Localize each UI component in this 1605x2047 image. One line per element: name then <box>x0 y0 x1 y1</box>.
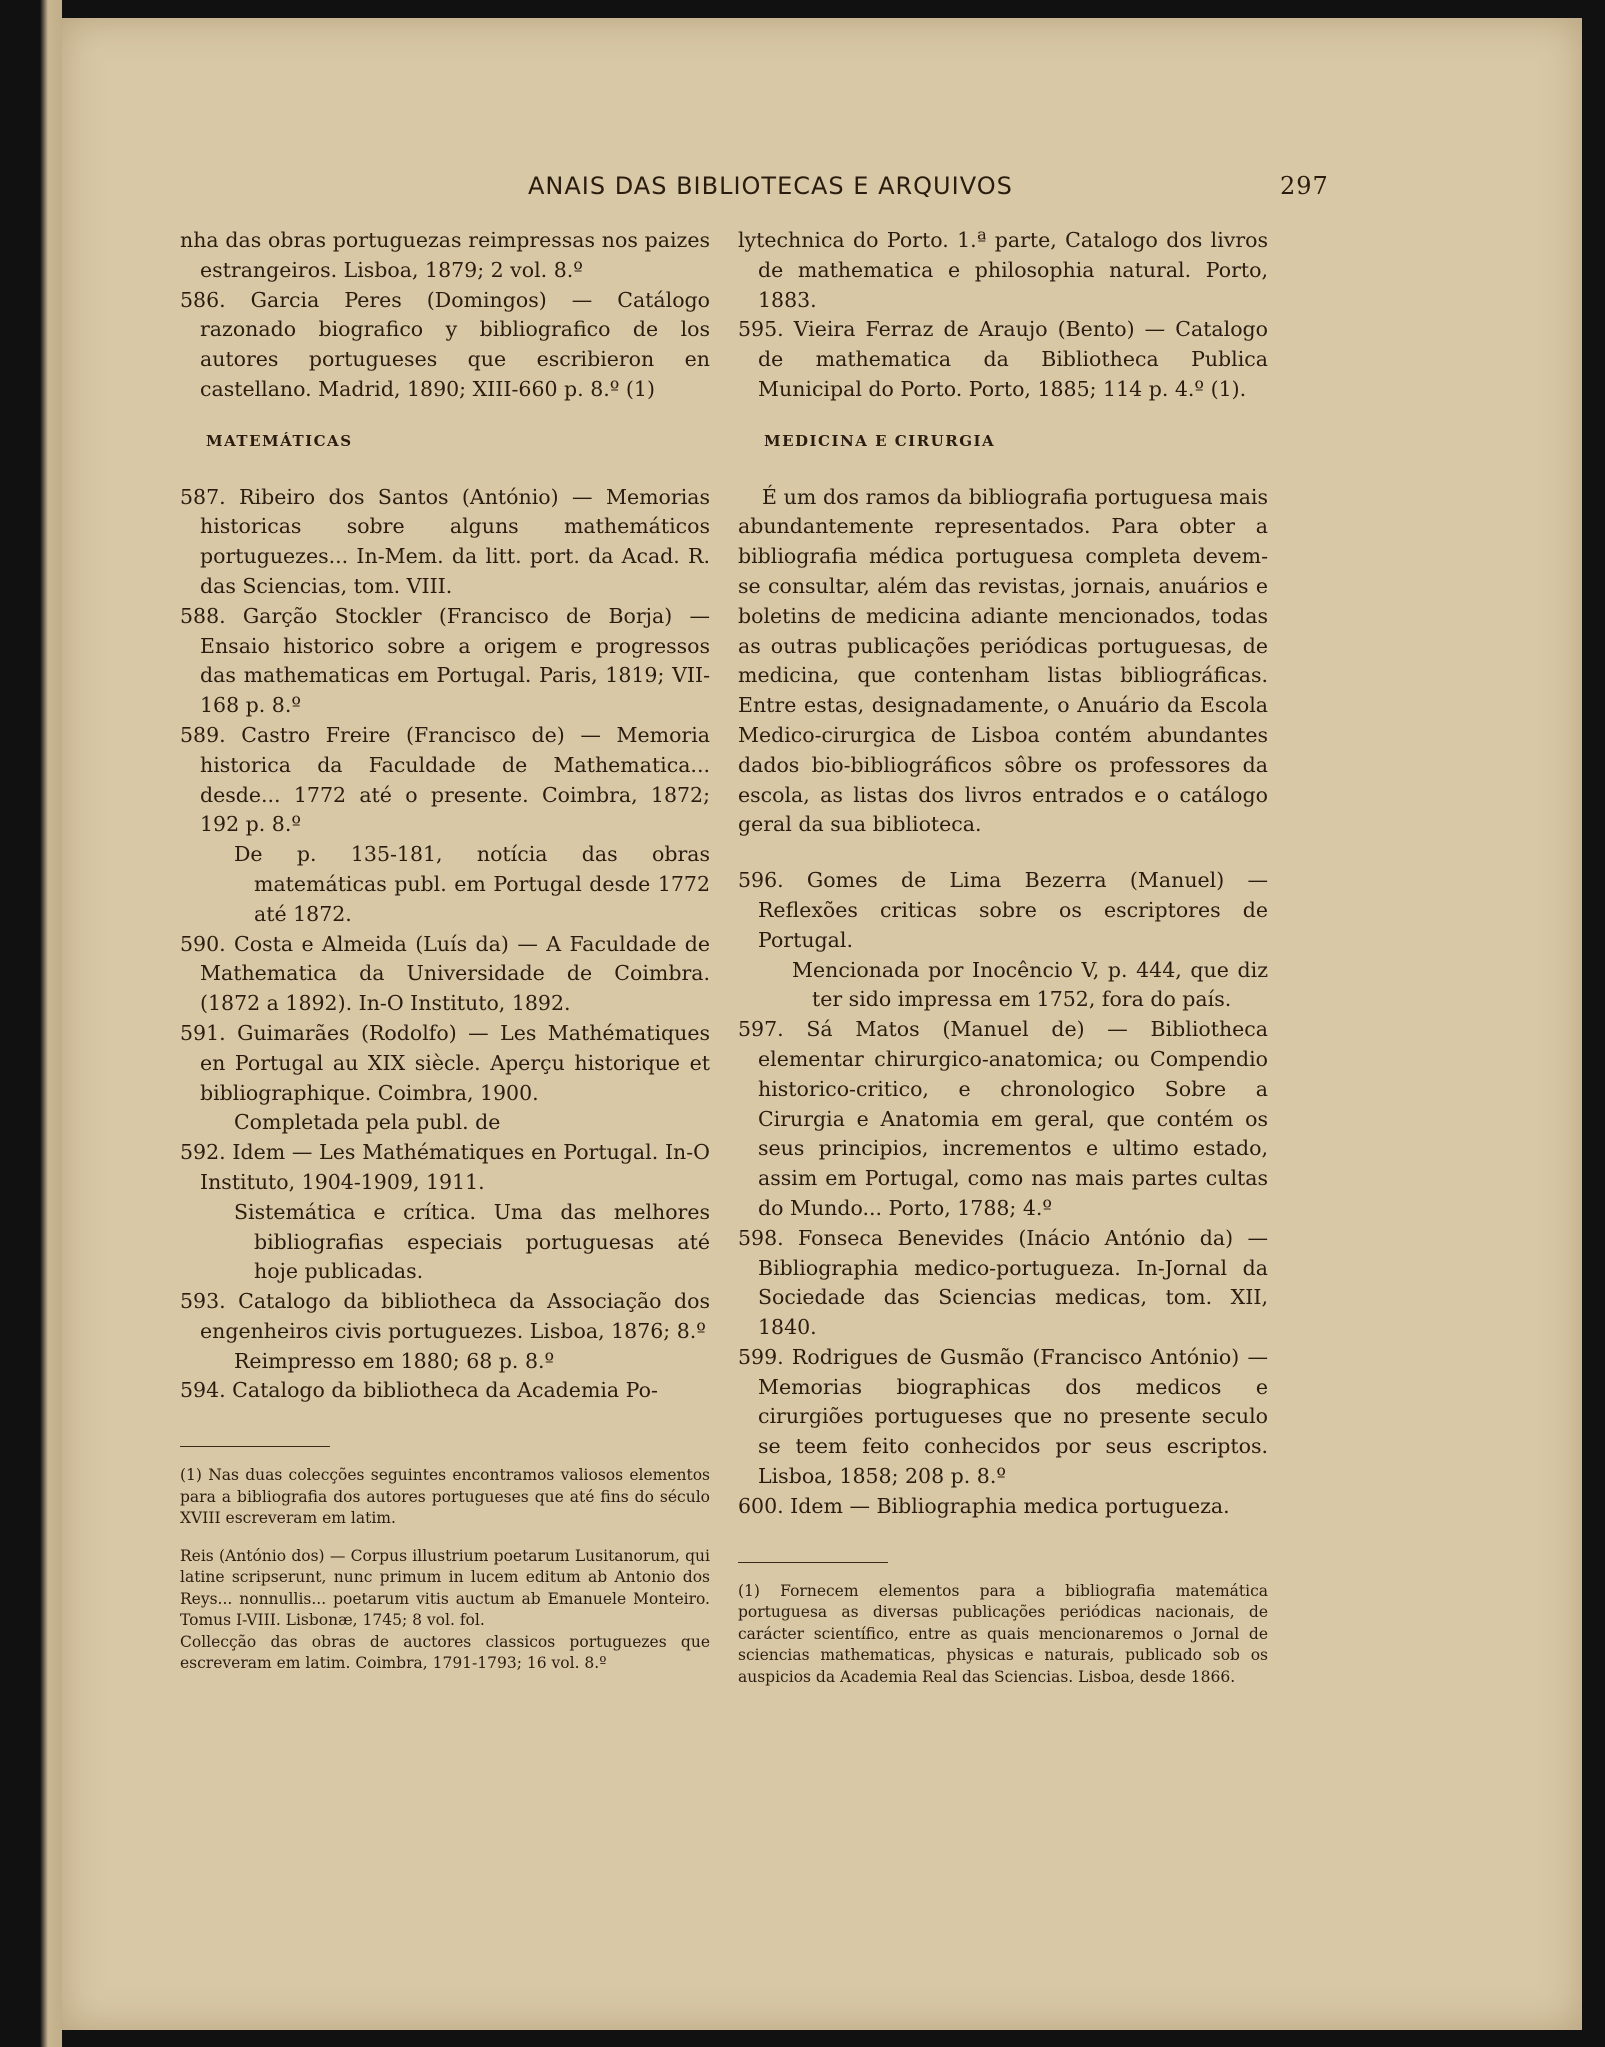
footnote-1: (1) Fornecem elementos para a bibliografia matemática portuguesa as diversas publicações periódicas nacionais, de carácter scientífico, entre as quais mencionaremos o Jornal de sciencias mathematicas, physicas e naturais, publicado sob os auspicios da Academia Real das Sciencias. Lisboa, desde 1866. <box>738 1581 1268 1686</box>
entry-588: 588. Garção Stockler (Francisco de Borja) — Ensaio historico sobre a origem e progressos das mathematicas em Portugal. Paris, 1819; VII-168 p. 8.º <box>180 603 710 718</box>
section-heading-medicina: MEDICINA E CIRURGIA <box>764 431 996 450</box>
entry-594: 594. Catalogo da bibliotheca da Academia Po- <box>180 1378 658 1403</box>
left-column <box>180 226 710 1675</box>
entry-589: 589. Castro Freire (Francisco de) — Memoria historica da Faculdade de Mathematica... desde... 1772 até o presente. Coimbra, 1872; 192 p. 8.º <box>180 722 710 837</box>
entry-595: 595. Vieira Ferraz de Araujo (Bento) — Catalogo de mathematica da Bibliotheca Publica Municipal do Porto. Porto, 1885; 114 p. 4.º (1). <box>738 317 1268 401</box>
entry-592-note: Sistemática e crítica. Uma das melhores bibliografias especiais portuguesas até hoje publicadas. <box>234 1199 710 1284</box>
journal-title: ANAIS DAS BIBLIOTECAS E ARQUIVOS <box>528 172 1013 200</box>
entry-591-note: Completada pela publ. de <box>234 1110 501 1135</box>
entry-598: 598. Fonseca Benevides (Inácio António da) — Bibliographia medico-portugueza. In-Jornal da Sociedade das Sciencias medicas, tom. XII, 1840. <box>738 1225 1268 1340</box>
entry-597: 597. Sá Matos (Manuel de) — Bibliotheca elementar chirurgico-anatomica; ou Compendio historico-critico, e chronologico Sobre a Cirurgia e Anatomia em geral, que contém os seus principios, incrementos e ultimo estado, assim em Portugal, como nas mais partes cultas do Mundo... Porto, 1788; 4.º <box>738 1017 1268 1220</box>
continued-entry: nha das obras portuguezas reimpressas nos paizes estrangeiros. Lisboa, 1879; 2 vol. 8.º <box>180 228 710 282</box>
entry-590: 590. Costa e Almeida (Luís da) — A Faculdade de Mathematica da Universidade de Coimbra. (1872 a 1892). In-O Instituto, 1892. <box>180 931 710 1016</box>
entry-599: 599. Rodrigues de Gusmão (Francisco António) — Memorias biographicas dos medicos e cirurgiões portugueses que no presente seculo se teem feito conhecidos por seus escriptos. Lisboa, 1858; 208 p. 8.º <box>738 1344 1268 1489</box>
page-number: 297 <box>1280 172 1329 200</box>
entry-587: 587. Ribeiro dos Santos (António) — Memorias historicas sobre alguns mathemáticos portuguezes... In-Mem. da litt. port. da Acad. R. das Sciencias, tom. VIII. <box>180 484 710 598</box>
entry-586: 586. Garcia Peres (Domingos) — Catálogo razonado biografico y bibliografico de los autores portugueses que escribieron en castellano. Madrid, 1890; XIII-660 p. 8.º (1) <box>180 287 710 401</box>
footnote-rule <box>180 1446 330 1447</box>
right-column <box>738 226 1268 1688</box>
footnote-1: (1) Nas duas colecções seguintes encontramos valiosos elementos para a bibliografia dos autores portugueses que até fins do século XVIII escreveram em latim. <box>180 1466 710 1528</box>
entry-596-note: Mencionada por Inocêncio V, p. 444, que diz ter sido impressa em 1752, fora do país. <box>792 957 1268 1012</box>
entry-600: 600. Idem — Bibliographia medica portugueza. <box>738 1493 1230 1518</box>
section-intro: É um dos ramos da bibliografia portuguesa mais abundantemente representados. Para obter a bibliografia médica portuguesa completa devem-se consultar, além das revistas, jornais, anuários e boletins de medicina adiante mencionados, todas as outras publicações periódicas portuguesas, de medicina, que contenham listas bibliográficas. Entre estas, designadamente, o Anuário da Escola Medico-cirurgica de Lisboa contém abundantes dados bio-bibliográficos sôbre os professores da escola, as listas dos livros entrados e o catálogo geral da sua biblioteca. <box>738 484 1268 837</box>
section-heading-matematicas: MATEMÁTICAS <box>206 431 353 450</box>
footnote-rule <box>738 1562 888 1563</box>
book-spine <box>0 0 62 2047</box>
continued-entry: lytechnica do Porto. 1.ª parte, Catalogo dos livros de mathematica e philosophia natural. Porto, 1883. <box>738 228 1268 312</box>
footnote-item: Reis (António dos) — Corpus illustrium poetarum Lusitanorum, qui latine scripserunt, nunc primum in lucem editum ab Antonio dos Reys... nonnullis... poetarum vitis auctum ab Emanuele Monteiro. Tomus I-VIII. Lisbonæ, 1745; 8 vol. fol. <box>180 1546 710 1630</box>
entry-593: 593. Catalogo da bibliotheca da Associação dos engenheiros civis portuguezes. Lisboa, 1876; 8.º <box>180 1289 710 1343</box>
entry-596: 596. Gomes de Lima Bezerra (Manuel) — Reflexões criticas sobre os escriptores de Portugal. <box>738 868 1268 952</box>
entry-593-note: Reimpresso em 1880; 68 p. 8.º <box>234 1348 555 1373</box>
entry-592: 592. Idem — Les Mathématiques en Portugal. In-O Instituto, 1904-1909, 1911. <box>180 1140 710 1194</box>
entry-589-note: De p. 135-181, notícia das obras matemáticas publ. em Portugal desde 1772 até 1872. <box>234 842 710 926</box>
footnote-item: Collecção das obras de auctores classicos portuguezes que escreveram em latim. Coimbra, 1791-1793; 16 vol. 8.º <box>180 1632 710 1673</box>
entry-591: 591. Guimarães (Rodolfo) — Les Mathématiques en Portugal au XIX siècle. Aperçu historique et bibliographique. Coimbra, 1900. <box>180 1020 710 1105</box>
